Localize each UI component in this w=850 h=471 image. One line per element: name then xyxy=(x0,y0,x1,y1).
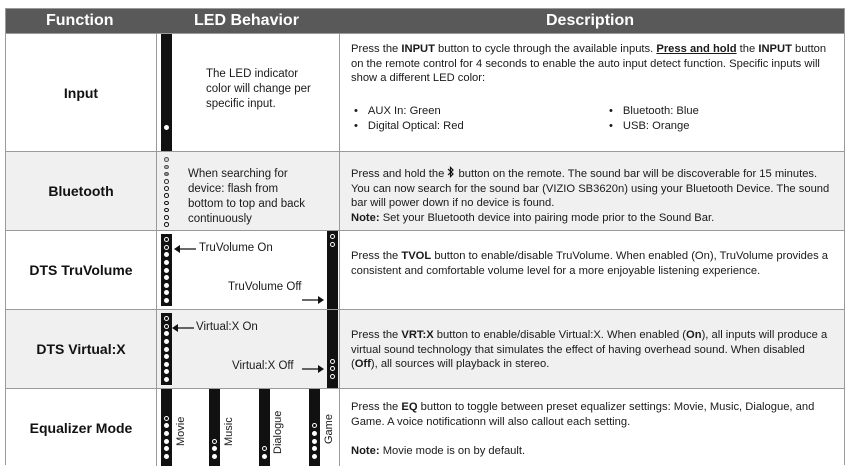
function-virtualx: DTS Virtual:X xyxy=(36,341,126,357)
table-row-virtualx xyxy=(6,309,844,388)
table-header xyxy=(6,9,844,33)
arrow-icon xyxy=(302,364,324,374)
led-strip-truvolume-off xyxy=(327,231,338,309)
eq-mode-movie: Movie xyxy=(175,416,187,446)
function-input: Input xyxy=(63,84,99,101)
led-behavior-table xyxy=(5,8,845,465)
table-row-input xyxy=(6,33,844,151)
eq-mode-music: Music xyxy=(223,417,235,446)
bullet-list-left: • AUX In: Green • Digital Optical: Red xyxy=(354,104,464,134)
desc-virtualx: Press the VRT:X button to enable/disable Virtual:X. When enabled (On), all inputs will produce a virtual sound technology that simulates the effect of having overhead sound. When disabled (Off), all sources will playback in stereo. xyxy=(351,329,828,371)
desc-bluetooth: Press and hold the button on the remote. The sound bar will be discoverable for 15 minutes. You can now search for the sound bar (VIZIO SB3620n) using your Bluetooth Device. The sound bar will power down if no device is found. Note: Set your Bluetooth device into pairing mode prior to the Sound Bar. xyxy=(351,168,830,224)
function-equalizer: Equalizer Mode xyxy=(29,419,133,436)
header-function: Function xyxy=(46,12,114,29)
led-strip-eq-movie xyxy=(161,389,172,466)
function-bluetooth: Bluetooth xyxy=(48,183,114,199)
led-strip-bluetooth xyxy=(161,156,172,228)
table-row-bluetooth xyxy=(6,151,844,230)
led-strip-input xyxy=(161,34,172,151)
label-truvolume-on: TruVolume On xyxy=(199,242,273,254)
arrow-icon xyxy=(174,244,196,254)
bullet-list-right: • Bluetooth: Blue • USB: Orange xyxy=(609,104,699,134)
label-truvolume-off: TruVolume Off xyxy=(228,281,302,293)
led-text-input: The LED indicator color will change per specific input. xyxy=(206,68,311,110)
header-led-behavior: LED Behavior xyxy=(194,12,299,29)
header-description: Description xyxy=(546,12,635,29)
led-strip-eq-game xyxy=(309,389,320,466)
led-strip-eq-dialogue xyxy=(259,389,270,466)
eq-mode-game: Game xyxy=(323,414,335,444)
led-strip-eq-music xyxy=(209,389,220,466)
desc-input: Press the INPUT button to cycle through the available inputs. Press and hold the INPUT button on the remote control for 4 seconds to enable the auto input detect function. Specific inputs will show a different LED color: xyxy=(351,43,827,85)
led-strip-virtualx-off xyxy=(327,310,338,388)
led-text-bluetooth: When searching for device: flash from bottom to top and back continuously xyxy=(188,168,305,225)
led-strip-virtualx-on xyxy=(161,313,172,385)
led-strip-truvolume-on xyxy=(161,234,172,306)
label-virtualx-on: Virtual:X On xyxy=(196,321,258,333)
arrow-icon xyxy=(302,295,324,305)
arrow-icon xyxy=(172,323,194,333)
label-virtualx-off: Virtual:X Off xyxy=(232,360,294,372)
table-row-truvolume xyxy=(6,230,844,309)
desc-equalizer: Press the EQ button to toggle between preset equalizer settings: Movie, Music, Dialogue, and Game. A voice notificationn will also callout each setting. Note: Movie mode is on by default. xyxy=(351,401,815,457)
function-truvolume: DTS TruVolume xyxy=(29,262,133,278)
table-row-equalizer xyxy=(6,388,844,466)
desc-truvolume: Press the TVOL button to enable/disable TruVolume. When enabled (On), TruVolume provides a consistent and comfortable volume level for a more enjoyable listening experience. xyxy=(351,250,828,277)
eq-mode-dialogue: Dialogue xyxy=(272,410,284,454)
